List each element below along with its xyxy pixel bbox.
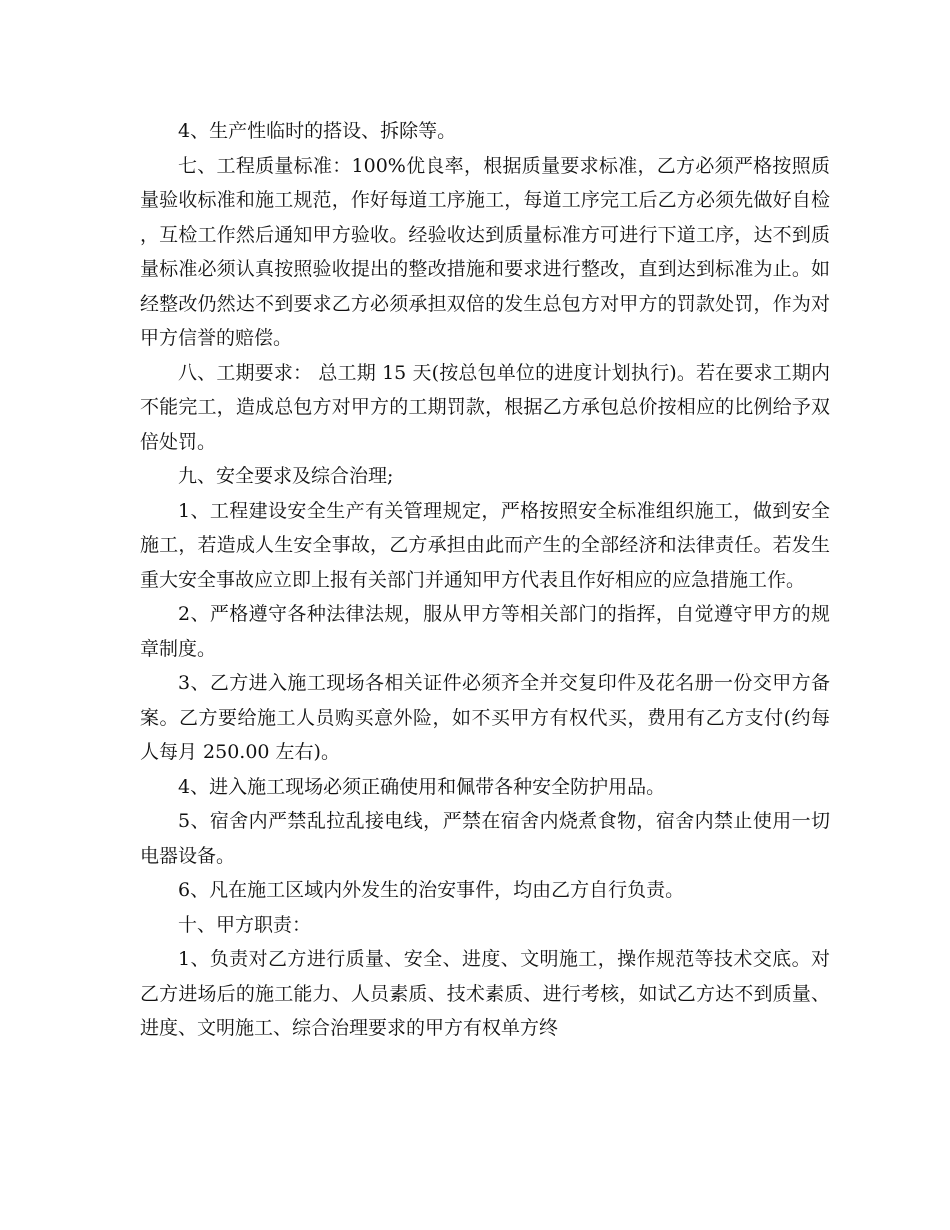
clause-7-quality-standard: 七、工程质量标准：100%优良率，根据质量要求标准，乙方必须严格按照质量验收标准和施工规范，作好每道工序施工，每道工序完工后乙方必须先做好自检，互检工作然后通知甲方验收。经验收达到质量标准方可进行下道工序，达不到质量标准必须认真按照验收提出的整改措施和要求进行整改，直到达到标准为止。如经整改仍然达不到要求乙方必须承担双倍的发生总包方对甲方的罚款处罚，作为对甲方信誉的赔偿。 [140, 154, 830, 349]
clause-8-schedule: 八、工期要求： 总工期 15 天(按总包单位的进度计划执行)。若在要求工期内不能完工，造成总包方对甲方的工期罚款，根据乙方承包总价按相应的比例给予双倍处罚。 [140, 361, 830, 453]
clause-10-item-1: 1、负责对乙方进行质量、安全、进度、文明施工，操作规范等技术交底。对乙方进场后的施工能力、人员素质、技术素质、进行考核，如试乙方达不到质量、进度、文明施工、综合治理要求的甲方有权单方终 [140, 948, 830, 1039]
clause-9-safety-heading: 九、安全要求及综合治理; [178, 465, 394, 487]
clause-9-item-4: 4、进入施工现场必须正确使用和佩带各种安全防护用品。 [178, 775, 666, 798]
clause-9-item-3: 3、乙方进入施工现场各相关证件必须齐全并交复印件及花名册一份交甲方备案。乙方要给施工人员购买意外险，如不买甲方有权代买，费用有乙方支付(约每人每月 250.00 左右)。 [140, 672, 830, 763]
clause-9-item-2: 2、严格遵守各种法律法规，服从甲方等相关部门的指挥，自觉遵守甲方的规章制度。 [140, 603, 830, 660]
document-body [140, 114, 830, 1046]
clause-10-party-a-heading: 十、甲方职责： [178, 913, 312, 936]
clause-9-item-6: 6、凡在施工区域内外发生的治安事件，均由乙方自行负责。 [178, 879, 685, 901]
clause-9-item-1: 1、工程建设安全生产有关管理规定，严格按照安全标准组织施工，做到安全施工，若造成人生安全事故，乙方承担由此而产生的全部经济和法律责任。若发生重大安全事故应立即上报有关部门并通知甲方代表且作好相应的应急措施工作。 [140, 499, 830, 591]
clause-4-temporary-works: 4、生产性临时的搭设、拆除等。 [178, 120, 457, 142]
clause-9-item-5: 5、宿舍内严禁乱拉乱接电线，严禁在宿舍内烧煮食物，宿舍内禁止使用一切电器设备。 [140, 810, 830, 867]
